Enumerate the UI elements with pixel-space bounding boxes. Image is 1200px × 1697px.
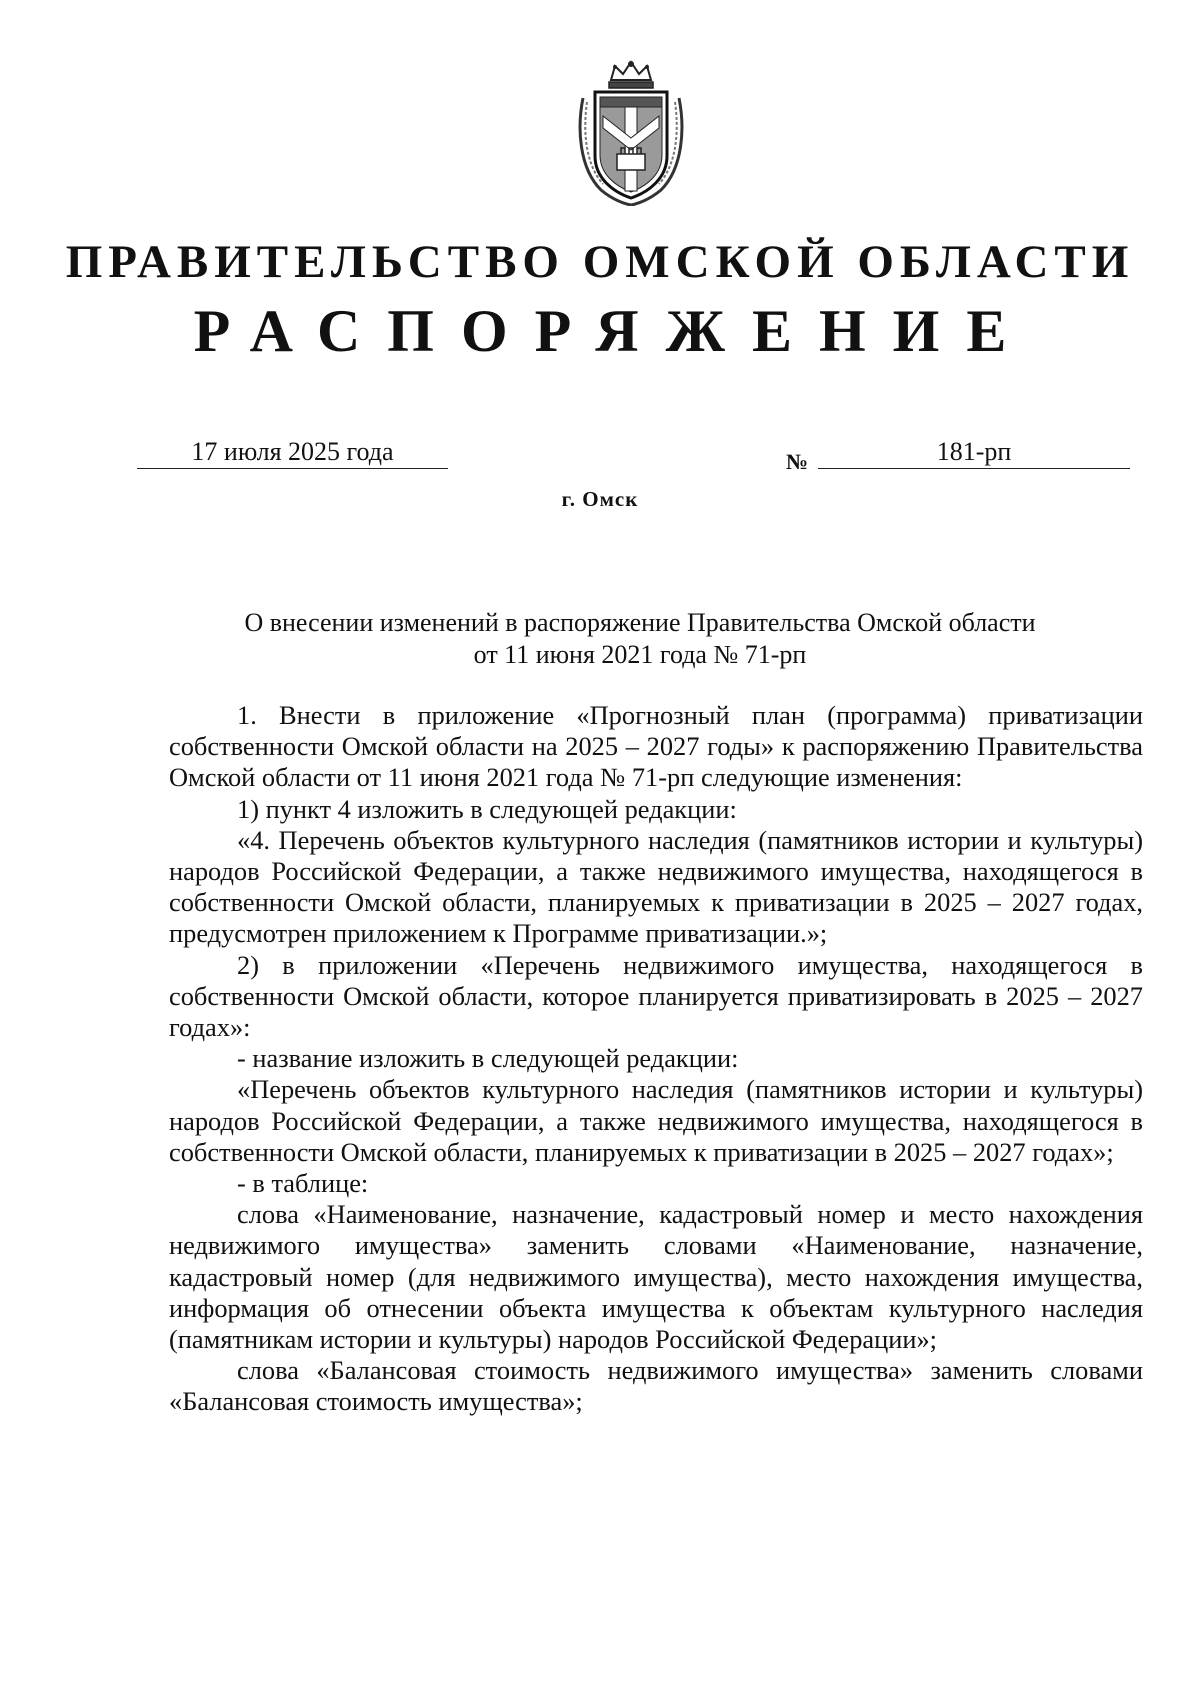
city-label: г. Омск bbox=[561, 487, 639, 511]
document-number: 181-рп bbox=[818, 436, 1130, 469]
organization-title: ПРАВИТЕЛЬСТВО ОМСКОЙ ОБЛАСТИ bbox=[65, 236, 1135, 288]
body-paragraph: 2) в приложении «Перечень недвижимого имущества, находящегося в собственности Омской области, которое планируется приватизировать в 2025 – 2027 годах»: bbox=[169, 949, 1143, 1043]
document-body bbox=[169, 700, 1143, 1418]
body-paragraph: «Перечень объектов культурного наследия (памятников истории и культуры) народов Российской Федерации, а также недвижимого имущества, находящегося в собственности Омской области, планируемых к приватизации в 2025 – 2027 годах»; bbox=[169, 1074, 1143, 1167]
coat-of-arms-icon bbox=[573, 58, 689, 206]
body-paragraph: «4. Перечень объектов культурного наследия (памятников истории и культуры) народов Российской Федерации, а также недвижимого имущества, находящегося в собственности Омской области, планируемых к приватизации в 2025 – 2027 годах, предусмотрен приложением к Программе приватизации.»; bbox=[169, 824, 1143, 949]
subject-line-1: О внесении изменений в распоряжение Правительства Омской области bbox=[244, 608, 1036, 637]
body-paragraph: - название изложить в следующей редакции: bbox=[237, 1043, 739, 1074]
body-paragraph: 1. Внести в приложение «Прогнозный план (программа) приватизации собственности Омской области на 2025 – 2027 годы» к распоряжению Правительства Омской области от 11 июня 2021 года № 71-рп следующие изменения: bbox=[169, 700, 1143, 793]
document-date: 17 июля 2025 года bbox=[137, 436, 448, 469]
body-paragraph: слова «Наименование, назначение, кадастровый номер и место нахождения недвижимого имущества» заменить словами «Наименование, назначение, кадастровый номер (для недвижимого имущества), место нахождения имущества, информация об отнесении объекта имущества к объектам культурного наследия (памятникам истории и культуры) народов Российской Федерации»; bbox=[169, 1199, 1143, 1355]
body-paragraph: - в таблице: bbox=[237, 1168, 369, 1199]
document-subject bbox=[150, 607, 1130, 671]
body-paragraph: слова «Балансовая стоимость недвижимого имущества» заменить словами «Балансовая стоимость имущества»; bbox=[169, 1355, 1143, 1417]
subject-line-2: от 11 июня 2021 года № 71-рп bbox=[473, 640, 807, 669]
number-sign: № bbox=[786, 449, 809, 474]
body-paragraph: 1) пункт 4 изложить в следующей редакции: bbox=[237, 793, 737, 824]
document-type-title: РАСПОРЯЖЕНИЕ bbox=[193, 298, 1034, 364]
